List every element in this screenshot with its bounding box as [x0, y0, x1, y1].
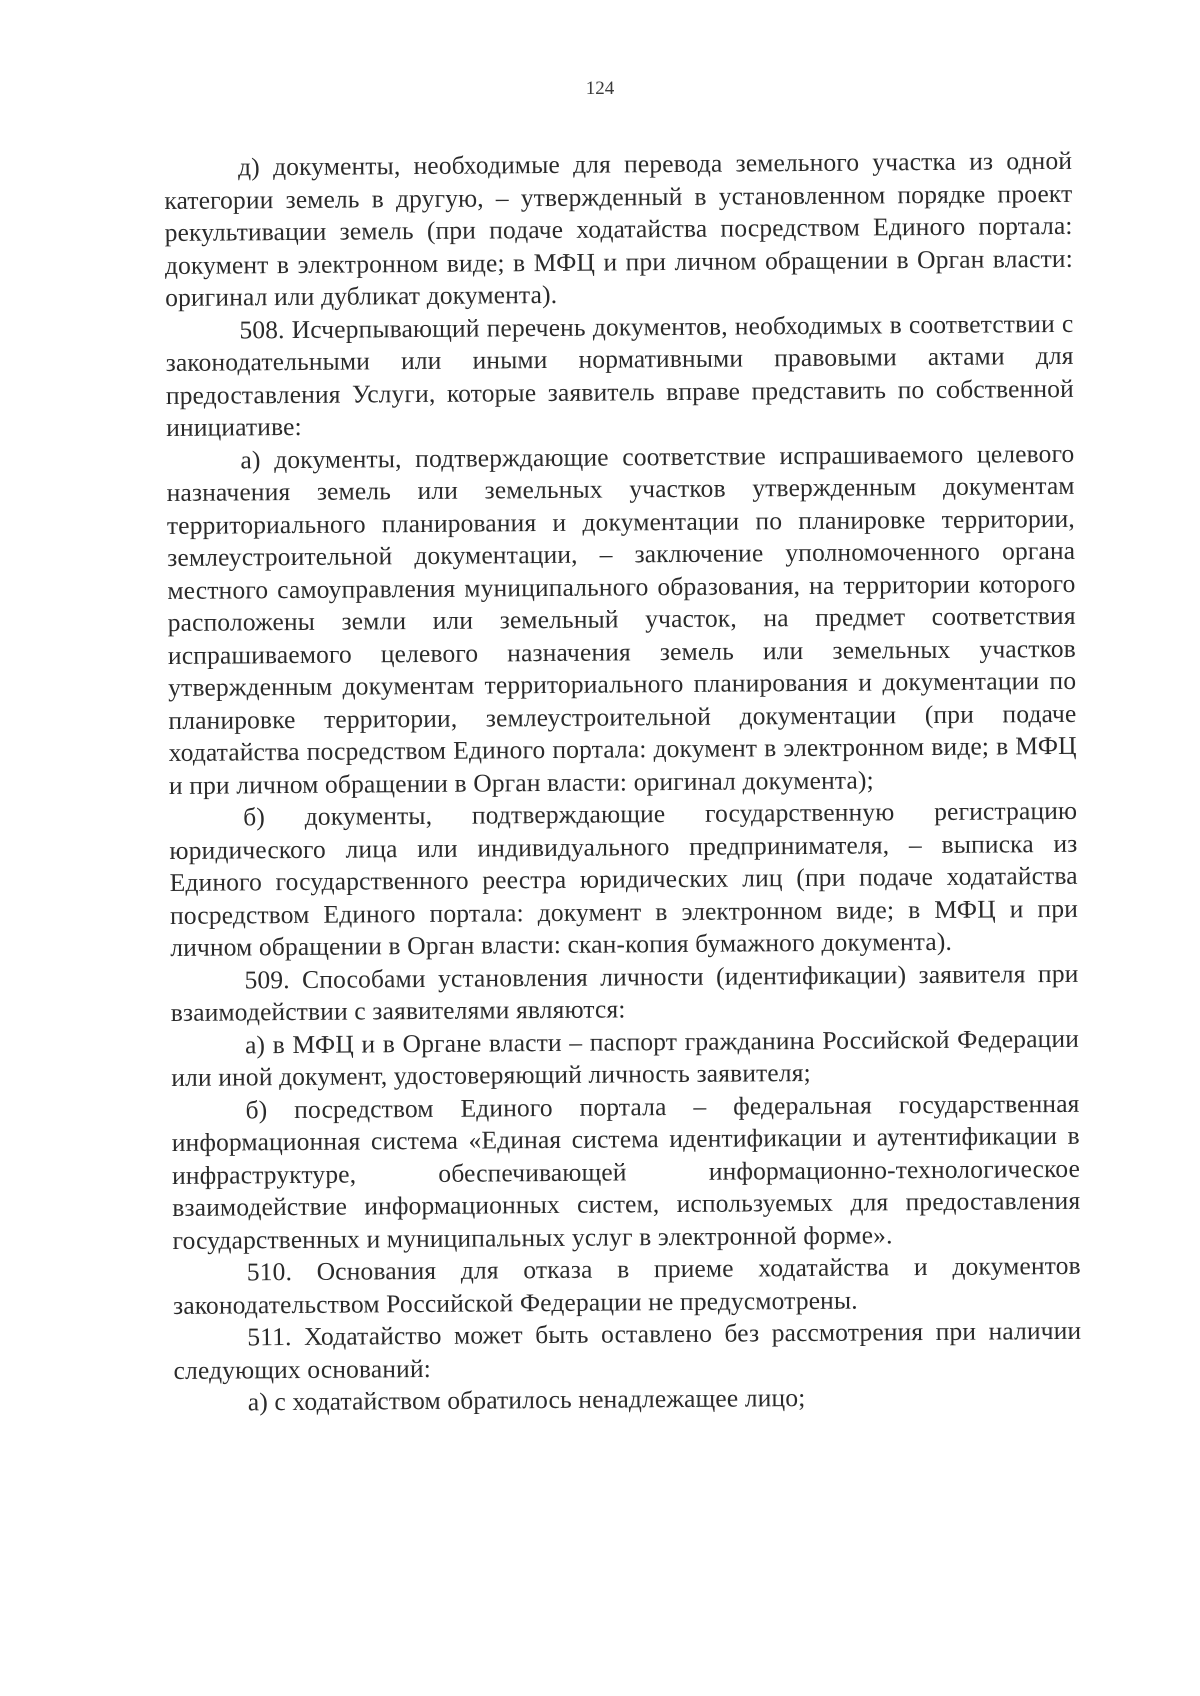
- paragraph-509-identification-methods: 509. Способами установления личности (идентификации) заявителя при взаимодействии с заявителями являются:: [170, 958, 1079, 1027]
- paragraph-item-b-esia: б) посредством Единого портала – федеральная государственная информационная система «Единая система идентификации и аутентификации в инфраструктуре, обеспечивающей информационно-технологическое взаимодействие информационных систем, используемых для предоставления государственных и муниципальных услуг в электронной форме».: [171, 1088, 1081, 1255]
- document-body: [164, 145, 1082, 1420]
- paragraph-item-a-purpose-conformity: а) документы, подтверждающие соответствие испрашиваемого целевого назначения земель или земельных участков утвержденным документам территориального планирования и документации по планировке территории, землеустроительной документации, – заключение уполномоченного органа местного самоуправления муниципального образования, на территории которого расположены земли или земельный участок, на предмет соответствия испрашиваемого целевого назначения земель или земельных участков утвержденным документам территориального планирования и документации по планировке территории, землеустроительной документации (при подаче ходатайства посредством Единого портала: документ в электронном виде; в МФЦ и при личном обращении в Орган власти: оригинал документа);: [166, 438, 1077, 800]
- paragraph-510-no-refusal-grounds: 510. Основания для отказа в приеме ходатайства и документов законодательством Российской Федерации не предусмотрены.: [172, 1250, 1081, 1320]
- paragraph-511-left-without-consideration: 511. Ходатайство может быть оставлено без рассмотрения при наличии следующих оснований:: [173, 1315, 1082, 1385]
- paragraph-508-documents-list: 508. Исчерпывающий перечень документов, необходимых в соответствии с законодательными или иными нормативными правовыми актами для предоставления Услуги, которые заявитель вправе представить по собственной инициативе:: [165, 308, 1074, 442]
- paragraph-item-a-passport: а) в МФЦ и в Органе власти – паспорт гражданина Российской Федерации или иной документ, удостоверяющий личность заявителя;: [171, 1023, 1080, 1092]
- paragraph-item-a-improper-person: а) с ходатайством обратилось ненадлежащее лицо;: [247, 1383, 806, 1417]
- page-number: 124: [585, 78, 615, 99]
- paragraph-item-d-documents-category-transfer: д) документы, необходимые для перевода земельного участка из одной категории земель в другую, – утвержденный в установленном порядке проект рекультивации земель (при подаче ходатайства посредством Единого портала: документ в электронном виде; в МФЦ и при личном обращении в Орган власти: оригинал или дубликат документа).: [164, 145, 1073, 312]
- paragraph-item-b-state-registration: б) документы, подтверждающие государственную регистрацию юридического лица или индивидуального предпринимателя, – выписка из Единого государственного реестра юридических лиц (при подаче ходатайства посредством Единого портала: документ в электронном виде; в МФЦ и при личном обращении в Орган власти: скан-копия бумажного документа).: [169, 795, 1079, 962]
